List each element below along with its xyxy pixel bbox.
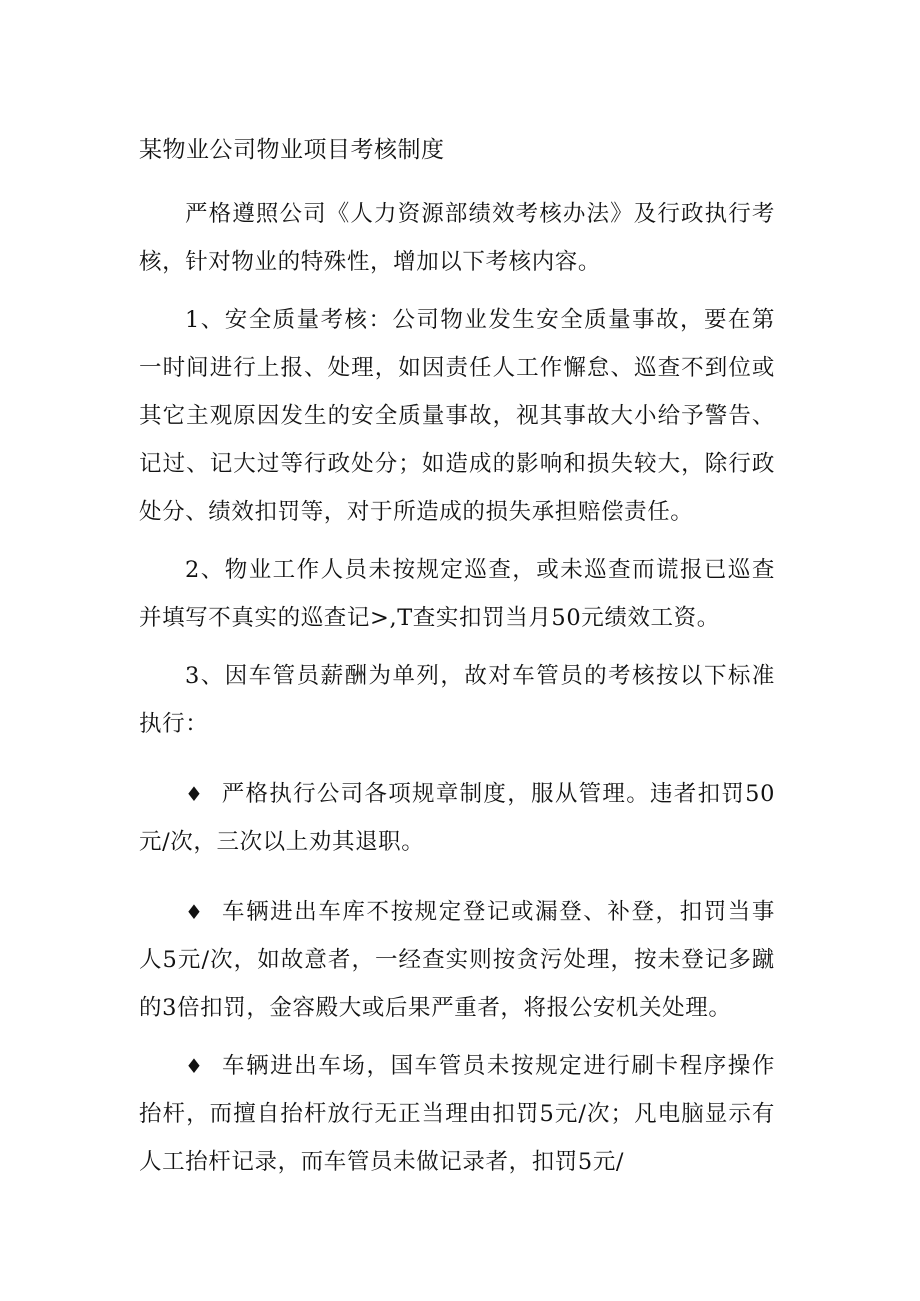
bullet-item [139,770,775,866]
spacer [139,536,775,546]
item-parking-staff: 3、因车管员薪酬为单列，故对车管员的考核按以下标准执行： [139,663,775,737]
spacer [139,866,775,888]
document-page [139,130,775,1186]
bullet-item [139,1042,775,1186]
bullet-text: 严格执行公司各项规章制度，服从管理。违者扣罚50元/次，三次以上劝其退职。 [139,781,775,855]
intro-paragraph: 严格遵照公司《人力资源部绩效考核办法》及行政执行考核，针对物业的特殊性，增加以下考核内容。 [139,201,775,275]
bullet-text: 车辆进出车场，国车管员未按规定进行刷卡程序操作抬杆，而擅自抬杆放行无正当理由扣罚5元/次；凡电脑显示有人工抬杆记录，而车管员未做记录者，扣罚5元/ [139,1053,775,1175]
diamond-bullet-icon: ♦ [185,1054,204,1078]
diamond-bullet-icon: ♦ [185,900,204,924]
diamond-bullet-icon: ♦ [185,782,204,806]
item-safety-quality: 1、安全质量考核：公司物业发生安全质量事故，要在第一时间进行上报、处理，如因责任人工作懈怠、巡查不到位或其它主观原因发生的安全质量事故，视其事故大小给予警告、记过、记大过等行政处分；如造成的影响和损失较大，除行政处分、绩效扣罚等，对于所造成的损失承担赔偿责任。 [139,307,775,525]
document-title: 某物业公司物业项目考核制度 [139,137,445,163]
item-patrol: 2、物业工作人员未按规定巡查，或未巡查而谎报已巡查并填写不真实的巡查记>,T查实扣罚当月50元绩效工资。 [139,557,775,631]
bullet-item [139,888,775,1032]
spacer [139,1032,775,1042]
bullet-text: 车辆进出车库不按规定登记或漏登、补登，扣罚当事人5元/次，如故意者，一经查实则按贪污处理，按未登记多蹴的3倍扣罚，金容殿大或后果严重者，将报公安机关处理。 [139,899,775,1021]
spacer [139,642,775,652]
spacer [139,286,775,296]
spacer [139,748,775,770]
